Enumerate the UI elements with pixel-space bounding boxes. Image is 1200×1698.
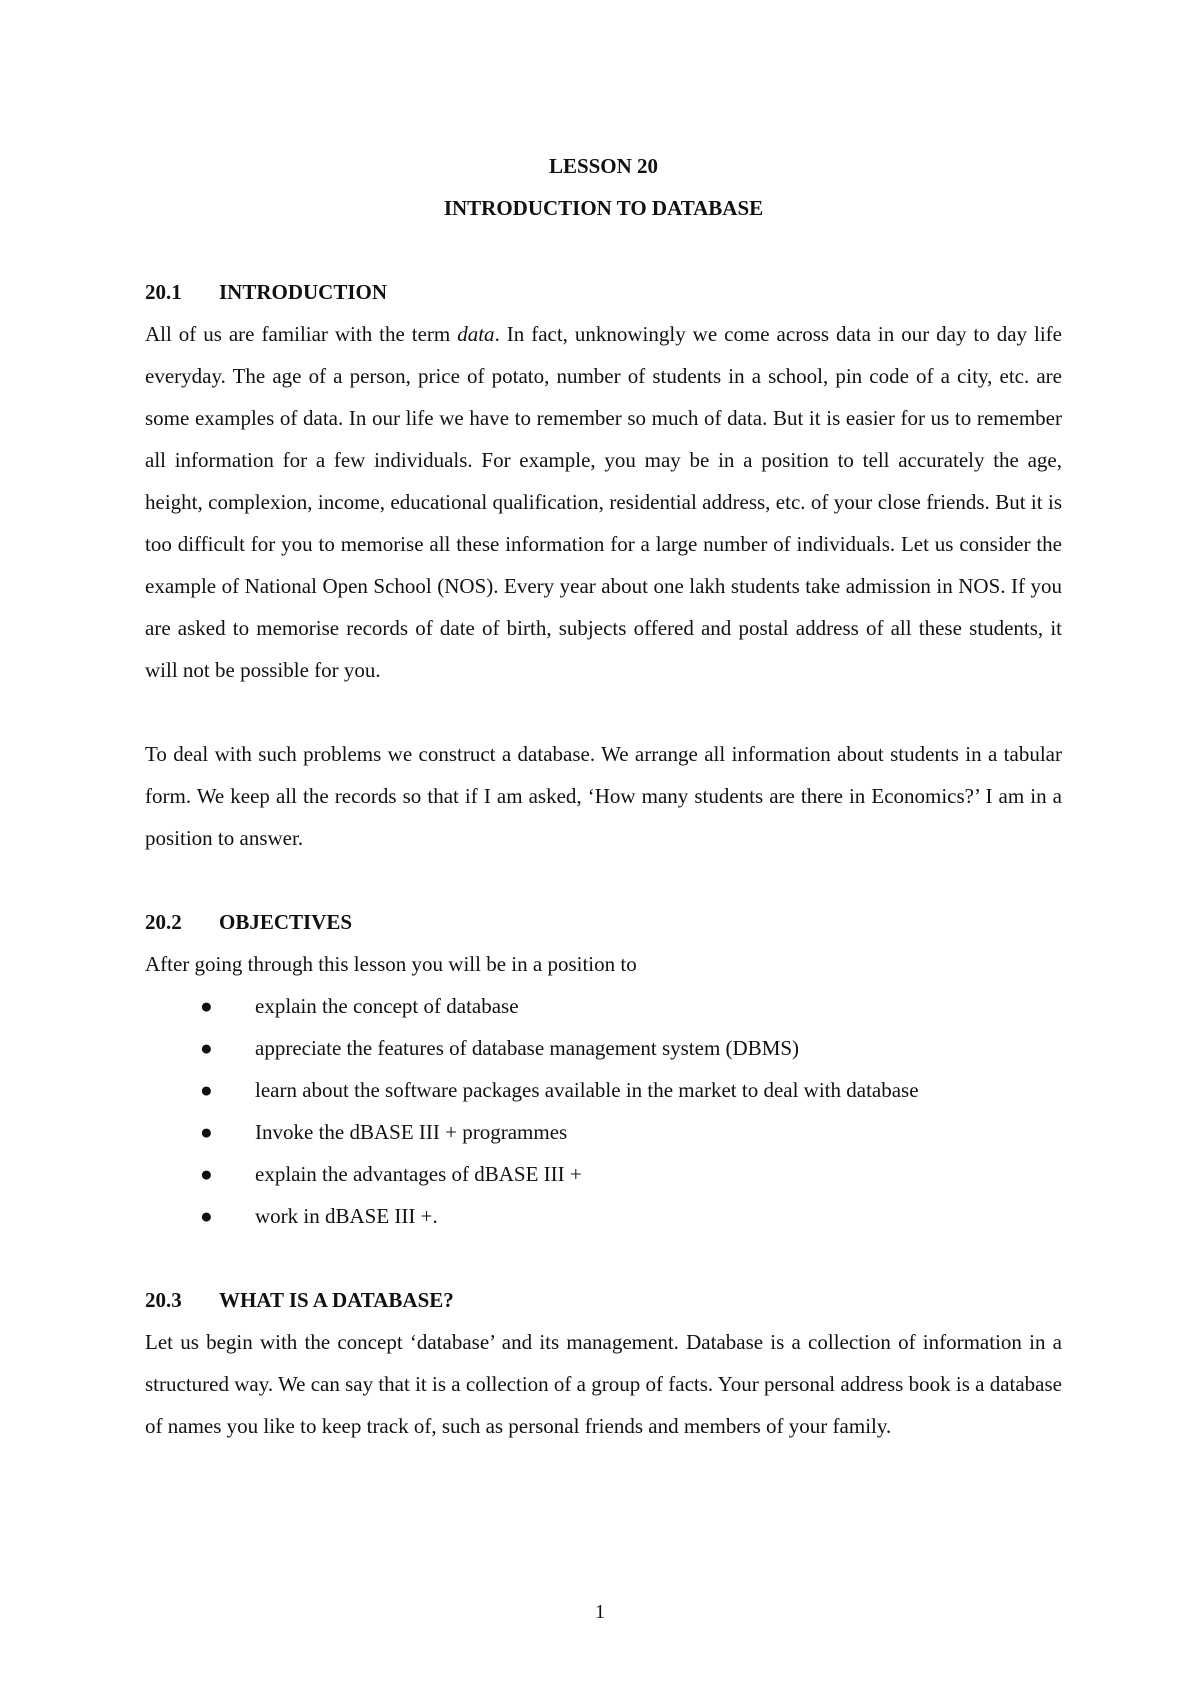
bullet-icon: ●	[200, 1120, 213, 1144]
section-title: WHAT IS A DATABASE?	[219, 1288, 454, 1312]
section-number: 20.3	[145, 1288, 182, 1312]
bullet-icon: ●	[200, 1162, 213, 1186]
list-item-text: explain the advantages of dBASE III +	[255, 1162, 582, 1186]
section-number: 20.1	[145, 280, 182, 304]
section-title: OBJECTIVES	[219, 910, 353, 934]
page-number: 1	[595, 1601, 605, 1623]
section-heading	[145, 901, 1062, 943]
objectives-list	[145, 985, 1062, 1237]
bullet-icon: ●	[200, 1036, 213, 1060]
lesson-title: INTRODUCTION TO DATABASE	[443, 196, 764, 220]
section-heading	[145, 271, 1062, 313]
bullet-icon: ●	[200, 994, 213, 1018]
list-item-text: Invoke the dBASE III + programmes	[255, 1120, 568, 1144]
list-item-text: explain the concept of database	[255, 994, 519, 1018]
list-item	[200, 1153, 1062, 1195]
list-item	[200, 1027, 1062, 1069]
objectives-lead: After going through this lesson you will be in a position to	[145, 952, 637, 976]
what-is-paragraph-1: Let us begin with the concept ‘database’ and its management. Database is a collection of information in a structured way. We can say that it is a collection of a group of facts. Your personal address book is a database of names you like to keep track of, such as personal friends and members of your family.	[145, 1330, 1062, 1438]
list-item-text: learn about the software packages available in the market to deal with database	[255, 1078, 919, 1102]
list-item	[200, 1111, 1062, 1153]
document-header	[145, 0, 1062, 229]
intro-text-start: All of us are familiar with the term	[145, 322, 458, 346]
list-item	[200, 1069, 1062, 1111]
list-item-text: appreciate the features of database management system (DBMS)	[255, 1036, 800, 1060]
list-item	[200, 1195, 1062, 1237]
section-what-is-database	[145, 1279, 1062, 1447]
lesson-label: LESSON 20	[548, 154, 659, 178]
section-introduction	[145, 271, 1062, 859]
list-item-text: work in dBASE III +.	[255, 1204, 438, 1228]
intro-text-rest: . In fact, unknowingly we come across data in our day to day life everyday. The age of a person, price of potato, number of students in a school, pin code of a city, etc. are some examples of data. In our life we have to remember so much of data. But it is easier for us to remember all information for a few individuals. For example, you may be in a position to tell accurately the age, height, complexion, income, educational qualification, residential address, etc. of your close friends. But it is too difficult for you to memorise all these information for a large number of individuals. Let us consider the example of National Open School (NOS). Every year about one lakh students take admission in NOS. If you are asked to memorise records of date of birth, subjects offered and postal address of all these students, it will not be possible for you.	[145, 322, 1062, 682]
intro-term-data: data	[457, 322, 495, 346]
bullet-icon: ●	[200, 1204, 213, 1228]
section-objectives	[145, 901, 1062, 1237]
section-title: INTRODUCTION	[219, 280, 388, 304]
bullet-icon: ●	[200, 1078, 213, 1102]
section-number: 20.2	[145, 910, 182, 934]
intro-paragraph-1	[145, 313, 1062, 691]
list-item	[200, 985, 1062, 1027]
section-heading	[145, 1279, 1062, 1321]
intro-paragraph-2: To deal with such problems we construct a database. We arrange all information about students in a tabular form. We keep all the records so that if I am asked, ‘How many students are there in Economics?’ I am in a position to answer.	[145, 742, 1062, 850]
